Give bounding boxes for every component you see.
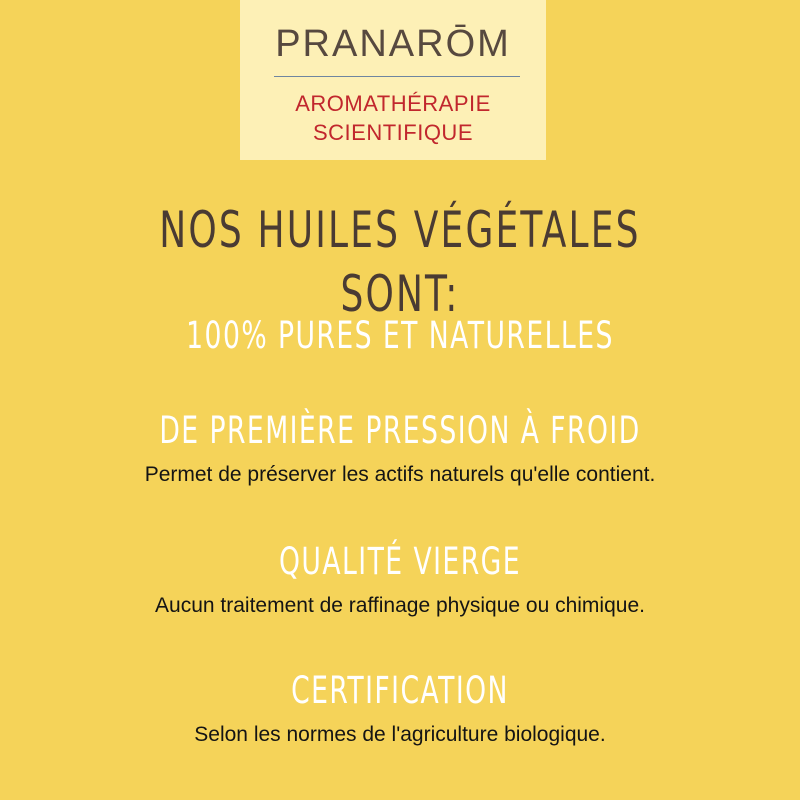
brand-logo-panel — [240, 0, 546, 160]
feature-heading-virgin: QUALITÉ VIERGE — [278, 540, 522, 583]
feature-description-virgin: Aucun traitement de raffinage physique ou chimique. — [155, 594, 645, 617]
brand-name: PRANARŌM — [275, 23, 511, 65]
feature-heading-certification: CERTIFICATION — [291, 669, 509, 712]
feature-description-cold-pressed: Permet de préserver les actifs naturels qu'elle contient. — [144, 463, 656, 486]
tagline-line1: AROMATHÉRAPIE — [295, 91, 491, 116]
logo-divider — [274, 76, 520, 77]
page-title: NOS HUILES VÉGÉTALES SONT: — [159, 201, 641, 323]
feature-description-certification: Selon les normes de l'agriculture biologique. — [194, 723, 606, 746]
feature-heading-pure: 100% PURES ET NATURELLES — [186, 314, 614, 357]
feature-heading-cold-pressed: DE PREMIÈRE PRESSION À FROID — [159, 409, 641, 452]
tagline-line2: SCIENTIFIQUE — [312, 120, 473, 145]
